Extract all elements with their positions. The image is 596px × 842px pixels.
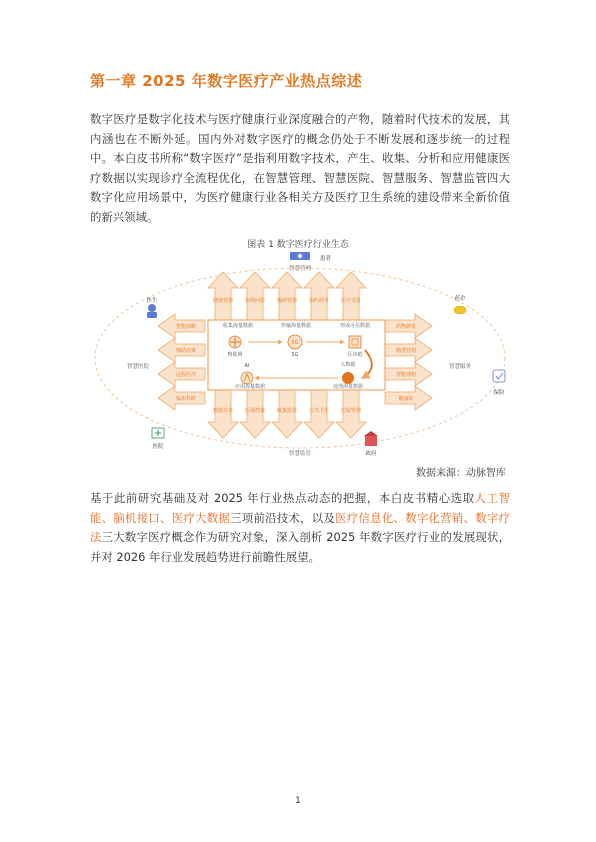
scene-smart-management: 智慧管理 <box>288 266 312 272</box>
government-icon <box>364 431 378 446</box>
transmit-data-label: 传输海量数据 <box>280 323 312 329</box>
conclusion-text-2: 三项前沿技术，以及 <box>230 510 336 525</box>
conclusion-text-1: 基于此前研究基础及对 2025 年行业热点动态的把握，本白皮书精心选取 <box>90 491 475 505</box>
form-data-label: 形成可信数据 <box>339 323 371 329</box>
patient-flow-4: 预约挂号 <box>308 298 330 304</box>
right-flow-4: 健康险 <box>398 396 414 402</box>
intro-paragraph: 数字医疗是数字化技术与医疗健康行业深度融合的产物，随着时代技术的发展，其内涵也在不断外延。国内外对数字医疗的概念仍处于不断发展和逐步统一的过程中。本白皮书所称“数字医疗”是指利用数字技术，产生、收集、分析和应用健康医疗数据以实现诊疗全流程优化，在智慧管理、智慧医院、智慧服务、智慧监管四大数字化应用场景中，为医疗健康行业各相关方及医疗卫生系统的建设带来全新价值的新兴领域。 <box>90 112 510 224</box>
blockchain-label: 区块链 <box>347 352 363 358</box>
hospital-icon <box>152 428 164 438</box>
patient-flow-1: 健康管理 <box>212 298 234 304</box>
left-flow-1: 智能诊断 <box>175 324 197 330</box>
bottom-arrows <box>208 390 366 438</box>
ai-icon <box>241 372 253 384</box>
chapter-title: 第一章 2025 年数字医疗产业热点综述 <box>90 72 363 90</box>
ecosystem-diagram <box>90 250 510 460</box>
figure-caption: 图表 1 数字医疗行业生态 <box>247 240 349 250</box>
insurance-icon <box>493 370 505 382</box>
government-label: 政府 <box>365 451 377 457</box>
right-flow-2: 精准营销 <box>395 348 417 354</box>
left-flow-3: 远程医疗 <box>175 372 197 378</box>
patient-flow-5: 医疗支付 <box>340 298 362 304</box>
right-flow-1: 药物研发 <box>395 324 417 330</box>
iot-icon <box>229 336 241 348</box>
five-g-badge: 5G <box>291 340 299 346</box>
iot-label: 物联网 <box>227 352 243 358</box>
pharma-label: 药企 <box>454 296 466 302</box>
patient-flow-3: 慢病管理 <box>276 298 298 304</box>
process-data-label: 处理海量数据 <box>332 384 364 390</box>
scene-smart-hospital: 智慧医院 <box>126 364 150 370</box>
top-arrows <box>208 272 366 320</box>
left-flow-4: 临床科研 <box>175 396 197 402</box>
conclusion-text-3: 三大数字医疗概念作为研究对象，深入剖析 2025 年数字医疗行业的发展现状，并对 2026 年行业发展趋势进行前瞻性展望。 <box>90 530 510 564</box>
pharma-icon <box>454 306 466 314</box>
page-number: 1 <box>295 796 301 806</box>
blockchain-icon <box>349 336 361 348</box>
ai-label: AI <box>244 363 250 369</box>
bottom-flow-4: 公共卫生 <box>308 408 330 414</box>
hospital-label: 医院 <box>152 444 164 450</box>
doctor-icon <box>147 304 157 318</box>
patient-flow-2: 在线问诊 <box>244 298 266 304</box>
insurance-label: 保险 <box>493 390 505 396</box>
big-data-label: 大数据 <box>340 362 356 368</box>
right-flow-3: 智能理赔 <box>395 372 417 378</box>
five-g-label: 5G <box>291 352 299 358</box>
conclusion-paragraph <box>90 489 510 567</box>
patient-label: 患者 <box>320 256 332 262</box>
big-data-icon <box>342 372 354 384</box>
scene-smart-service: 智慧服务 <box>448 364 472 370</box>
five-g-icon <box>288 335 302 349</box>
highlight-concepts: 医疗信息化、数字化营销、数字疗法 <box>90 510 510 544</box>
patient-icon <box>290 252 310 260</box>
collect-data-label: 收集海量数据 <box>222 323 254 329</box>
bottom-flow-2: 医保控费 <box>244 408 266 414</box>
left-flow-2: 辅助决策 <box>175 348 197 354</box>
bottom-flow-5: 医院管理 <box>340 408 362 414</box>
figure-source: 数据来源：动脉智库 <box>416 468 506 479</box>
bottom-flow-1: 数据共享 <box>212 408 234 414</box>
highlight-technologies: 人工智能、脑机接口、医疗大数据 <box>90 491 510 525</box>
scene-smart-regulation: 智慧监管 <box>288 451 312 457</box>
doctor-label: 医生 <box>146 298 158 304</box>
apply-data-label: 应用海量数据 <box>234 384 266 390</box>
bottom-flow-3: 政策监管 <box>276 408 298 414</box>
